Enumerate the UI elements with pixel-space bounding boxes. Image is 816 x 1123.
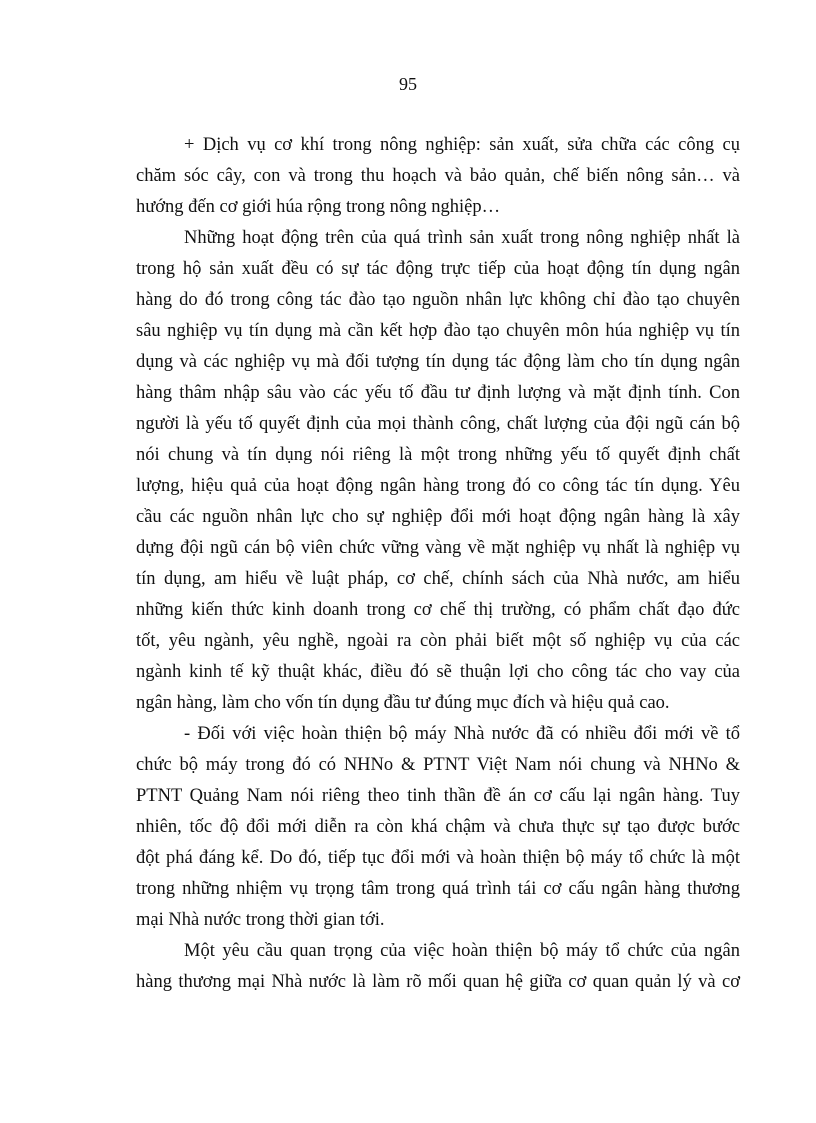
text-line: hàng thương mại Nhà nước là làm rõ mối quan hệ giữa cơ quan quản lý và cơ [136,972,740,992]
text-line: nói chung và tín dụng nói riêng là một trong những yếu tố quyết định chất [136,445,740,465]
text-line: mại Nhà nước trong thời gian tới. [136,910,385,930]
text-line: cầu các nguồn nhân lực cho sự nghiệp đổi mới hoạt động ngân hàng là xây [136,507,740,527]
text-line: lượng, hiệu quả của hoạt động ngân hàng trong đó co công tác tín dụng. Yêu [136,476,740,496]
text-line: dựng đội ngũ cán bộ viên chức vững vàng về mặt nghiệp vụ nhất là nghiệp vụ [136,538,740,558]
text-line: - Đối với việc hoàn thiện bộ máy Nhà nước đã có nhiều đổi mới về tổ [184,724,740,744]
text-line: tốt, yêu ngành, yêu nghề, ngoài ra còn phải biết một số nghiệp vụ của các [136,631,740,651]
paragraph-key-requirement [136,936,740,998]
text-line: người là yếu tố quyết định của mọi thành công, chất lượng của đội ngũ cán bộ [136,414,740,434]
text-line: trong hộ sản xuất đều có sự tác động trực tiếp của hoạt động tín dụng ngân [136,259,740,279]
text-line: Một yêu cầu quan trọng của việc hoàn thiện bộ máy tổ chức của ngân [184,941,740,961]
document-body [136,130,740,998]
text-line: hướng đến cơ giới húa rộng trong nông nghiệp… [136,197,501,217]
paragraph-mechanical-services [136,130,740,223]
paragraph-human-resources [136,223,740,719]
text-line: ngành kinh tế kỹ thuật khác, điều đó sẽ thuận lợi cho công tác cho vay của [136,662,740,682]
text-line: PTNT Quảng Nam nói riêng theo tinh thần đề án cơ cấu lại ngân hàng. Tuy [136,786,740,806]
text-line: tín dụng, am hiểu về luật pháp, cơ chế, chính sách của Nhà nước, am hiểu [136,569,740,589]
text-line: + Dịch vụ cơ khí trong nông nghiệp: sản xuất, sửa chữa các công cụ [184,135,740,155]
text-line: hàng thâm nhập sâu vào các yếu tố đầu tư định lượng và mặt định tính. Con [136,383,740,403]
text-line: đột phá đáng kể. Do đó, tiếp tục đổi mới và hoàn thiện bộ máy tổ chức là một [136,848,740,868]
text-line: ngân hàng, làm cho vốn tín dụng đầu tư đúng mục đích và hiệu quả cao. [136,693,670,713]
text-line: sâu nghiệp vụ tín dụng mà cần kết hợp đào tạo chuyên môn húa nghiệp vụ tín [136,321,740,341]
text-line: hàng do đó trong công tác đào tạo nguồn nhân lực không chỉ đào tạo chuyên [136,290,740,310]
text-line: nhiên, tốc độ đổi mới diễn ra còn khá chậm và chưa thực sự tạo được bước [136,817,740,837]
text-line: dụng và các nghiệp vụ mà đối tượng tín dụng tác động làm cho tín dụng ngân [136,352,740,372]
paragraph-state-apparatus [136,719,740,936]
text-line: trong những nhiệm vụ trọng tâm trong quá trình tái cơ cấu ngân hàng thương [136,879,740,899]
text-line: những kiến thức kinh doanh trong cơ chế thị trường, có phẩm chất đạo đức [136,600,740,620]
text-line: chức bộ máy trong đó có NHNo & PTNT Việt Nam nói chung và NHNo & [136,755,740,775]
text-line: Những hoạt động trên của quá trình sản xuất trong nông nghiệp nhất là [184,228,740,248]
text-line: chăm sóc cây, con và trong thu hoạch và bảo quản, chế biến nông sản… và [136,166,740,186]
page-number: 95 [399,74,417,94]
